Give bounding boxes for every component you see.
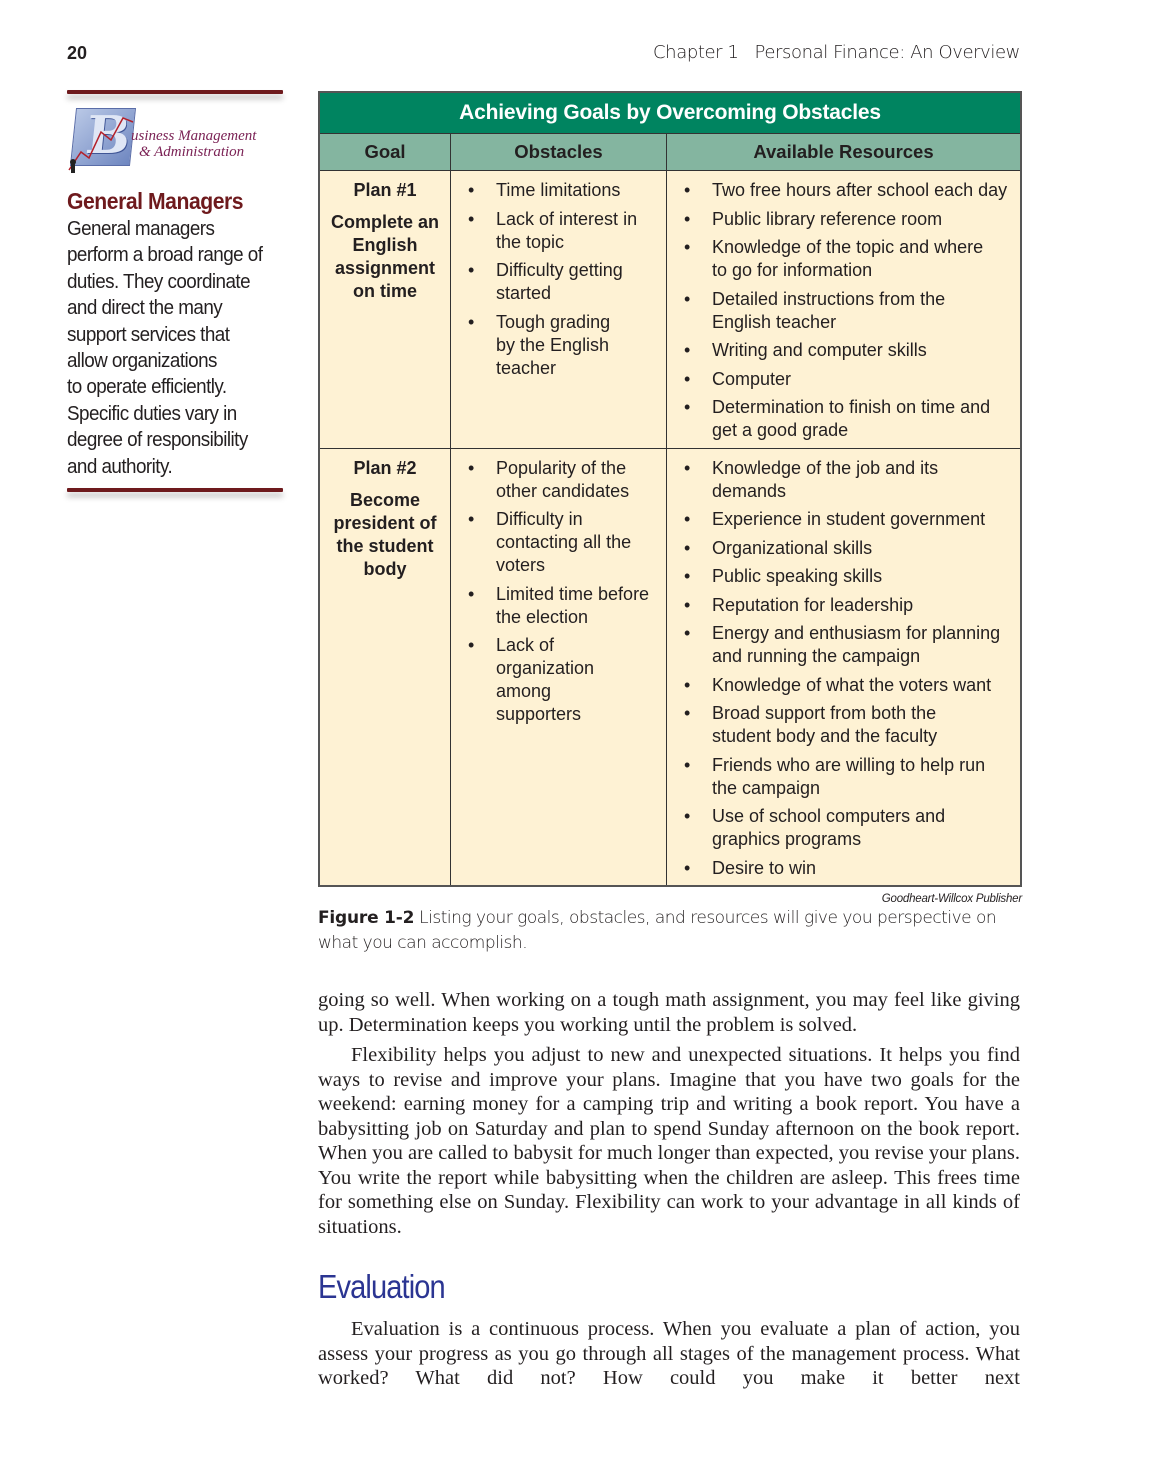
figure-label: Figure 1-2 — [318, 908, 415, 928]
list-item: • Two free hours after school each day — [667, 179, 1020, 202]
list-item: • Desire to win — [667, 857, 1020, 880]
list-item: • Writing and computer skills — [667, 339, 1020, 362]
section-body-text — [318, 1317, 1020, 1397]
list-item: • Difficulty getting started — [451, 259, 666, 305]
sidebar-line: General managers — [67, 217, 215, 240]
sidebar-body — [67, 216, 283, 480]
sidebar-title: General Managers — [67, 188, 244, 214]
figure-1-2 — [318, 91, 1022, 956]
column-header-obstacles: Obstacles — [451, 134, 667, 171]
paragraph: going so well. When working on a tough math assignment, you may feel like giving up. Determination keeps you working until the problem is solved. — [318, 989, 1020, 1036]
goals-table — [318, 91, 1022, 887]
column-header-goal: Goal — [319, 134, 451, 171]
list-item: • Reputation for leadership — [667, 594, 1020, 617]
sidebar-line: to operate efficiently. — [67, 375, 227, 399]
paragraph: Flexibility helps you adjust to new and unexpected situations. It helps you find ways to revise and improve your plans. Imagine that you have two goals for the weekend: earning money for a camping trip and writing a book report. You have a babysitting job on Saturday and plan to spend Sunday afternoon on the book report. When you are called to babysit for much longer than expected, you revise your plans. You write the report while babysitting when the children are asleep. This frees time for something else on Sunday. Flexibility can work to your advantage in all kinds of situations. — [318, 1044, 1020, 1238]
career-sidebar — [67, 90, 283, 492]
list-item: • Knowledge of the job and its demands — [667, 457, 1020, 503]
logo-text-line1: usiness Management — [131, 128, 257, 144]
list-item: • Determination to finish on time and get a good grade — [667, 396, 1020, 442]
list-item: • Detailed instructions from the English teacher — [667, 288, 1020, 334]
list-item: • Knowledge of the topic and where to go for information — [667, 236, 1020, 282]
table-title: Achieving Goals by Overcoming Obstacles — [319, 92, 1021, 134]
list-item: • Public library reference room — [667, 208, 1020, 231]
sidebar-top-rule — [67, 90, 283, 94]
figure-credit: Goodheart-Willcox Publisher — [881, 893, 1022, 905]
goal-text: Complete an English assignment on time — [330, 212, 440, 301]
sidebar-line: perform a broad range of — [67, 243, 263, 267]
logo-text-line2: & Administration — [139, 144, 245, 160]
list-item: • Use of school computers and graphics programs — [667, 805, 1020, 851]
section-heading: Evaluation — [318, 1268, 445, 1305]
list-item: • Tough grading by the English teacher — [451, 311, 666, 380]
list-item: • Energy and enthusiasm for planning and running the campaign — [667, 622, 1020, 668]
plan-label: Plan #1 — [353, 180, 417, 200]
sidebar-bottom-rule — [67, 488, 283, 492]
business-management-logo-icon — [67, 104, 283, 174]
list-item: • Broad support from both the student body and the faculty — [667, 702, 1020, 748]
sidebar-line: degree of responsibility — [67, 428, 248, 452]
obstacles-cell — [451, 171, 667, 449]
list-item: • Knowledge of what the voters want — [667, 674, 1020, 697]
list-item: • Friends who are willing to help run the campaign — [667, 754, 1020, 800]
list-item: • Organizational skills — [667, 537, 1020, 560]
sidebar-line: duties. They coordinate — [67, 269, 251, 293]
list-item: • Experience in student government — [667, 508, 1020, 531]
sidebar-line: Specific duties vary in — [67, 401, 237, 425]
sidebar-line: and authority. — [67, 454, 173, 478]
body-text — [318, 988, 1020, 1245]
sidebar-line: support services that — [67, 322, 230, 346]
paragraph: Evaluation is a continuous process. When you evaluate a plan of action, you assess your progress as you go through all stages of the management process. What worked? What did not? How could you make it better next — [318, 1318, 1020, 1389]
list-item: • Lack of organization among supporters — [451, 634, 666, 726]
list-item: • Computer — [667, 368, 1020, 391]
logo-letter: B — [82, 105, 134, 166]
list-item: • Popularity of the other candidates — [451, 457, 666, 503]
goal-text: Become president of the student body — [333, 489, 437, 579]
table-row — [319, 448, 1021, 886]
plan-label: Plan #2 — [353, 457, 417, 478]
list-item: • Limited time before the election — [451, 583, 666, 629]
caption-text: Listing your goals, obstacles, and resources will give you perspective on what you can accomplish. — [318, 908, 997, 953]
list-item: • Time limitations — [451, 179, 666, 202]
list-item: • Difficulty in contacting all the voters — [451, 508, 666, 577]
goal-cell — [319, 171, 451, 449]
list-item: • Public speaking skills — [667, 565, 1020, 588]
obstacles-cell — [451, 448, 667, 886]
column-header-resources: Available Resources — [667, 134, 1022, 171]
resources-cell — [667, 448, 1022, 886]
figure-caption — [318, 906, 1022, 956]
goal-cell — [319, 448, 451, 886]
resources-cell — [667, 171, 1022, 449]
table-row — [319, 171, 1021, 449]
list-item: • Lack of interest in the topic — [451, 208, 666, 254]
running-head: Chapter 1 Personal Finance: An Overview — [653, 42, 1020, 63]
page-number: 20 — [67, 43, 88, 63]
sidebar-line: and direct the many — [67, 296, 223, 320]
sidebar-line: allow organizations — [67, 349, 217, 373]
